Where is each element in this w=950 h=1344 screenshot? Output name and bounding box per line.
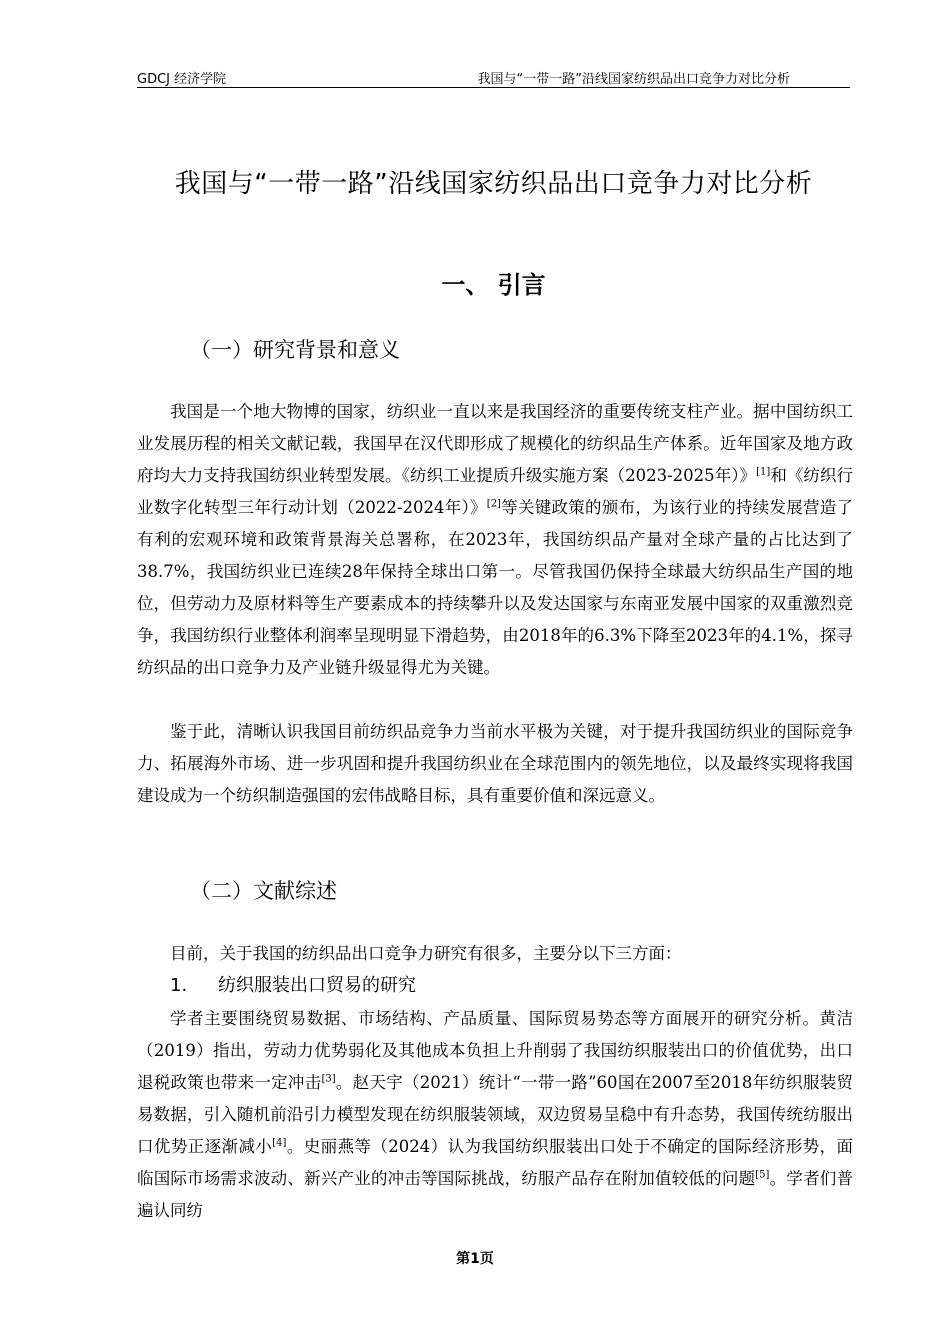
subsection-heading-background: （一）研究背景和意义 [190, 338, 400, 362]
page-header [137, 67, 850, 88]
citation-ref: [3] [321, 1073, 336, 1085]
paragraph-text: 学者主要围绕贸易数据、市场结构、产品质量、国际贸易势态等方面展开的研究分析。黄洁（2019）指出，劳动力优势弱化及其他成本负担上升削弱了我国纺织服装出口的价值优势，出口退税政策也带来一定冲击 [137, 1009, 853, 1092]
list-number: 1. [170, 975, 188, 996]
citation-ref: [1] [756, 466, 771, 478]
paragraph-review-intro [137, 938, 853, 970]
citation-ref: [5] [755, 1169, 770, 1181]
paragraph-text: 。学者们普遍认同纺 [137, 1169, 854, 1220]
header-running-title: 我国与“一带一路”沿线国家纺织品出口竞争力对比分析 [477, 72, 790, 87]
paragraph-text: 和《纺织行业数字化转型三年行动计划（2022-2024年）》 [137, 466, 854, 517]
citation-ref: [4] [272, 1137, 287, 1149]
paragraph-text: 鉴于此，清晰认识我国目前纺织品竞争力当前水平极为关键，对于提升我国纺织业的国际竞争力、拓展海外市场、进一步巩固和提升我国纺织业在全球范围内的领先地位，以及最终实现将我国建设成为一个纺织制造强国的宏伟战略目标，具有重要价值和深远意义。 [137, 722, 853, 805]
paragraph-text: 。史丽燕等（2024）认为我国纺织服装出口处于不确定的国际经济形势，面临国际市场需求波动、新兴产业的冲击等国际挑战，纺服产品存在附加值较低的问题 [137, 1137, 853, 1188]
paragraph-background [137, 396, 853, 684]
header-institution: GDCJ 经济学院 [137, 72, 227, 87]
section-heading-introduction: 一、 引言 [441, 271, 546, 299]
paragraph-text: 目前，关于我国的纺织品出口竞争力研究有很多，主要分以下三方面： [170, 944, 682, 963]
paragraph-text: 。赵天宇（2021）统计“一带一路”60国在2007至2018年纺织服装贸易数据，引入随机前沿引力模型发现在纺织服装领域，双边贸易呈稳中有升态势，我国传统纺服出口优势正逐渐减小 [137, 1073, 853, 1156]
paper-title: 我国与“一带一路”沿线国家纺织品出口竞争力对比分析 [174, 169, 813, 199]
page-number: 第1页 [456, 1251, 494, 1267]
list-heading-text: 纺织服装出口贸易的研究 [218, 975, 416, 996]
citation-ref: [2] [486, 498, 501, 510]
paragraph-significance [137, 716, 853, 812]
paragraph-text: 我国是一个地大物博的国家，纺织业一直以来是我国经济的重要传统支柱产业。据中国纺织工业发展历程的相关文献记载，我国早在汉代即形成了规模化的纺织品生产体系。近年国家及地方政府均大力支持我国纺织业转型发展。《纺织工业提质升级实施方案（2023-2025年）》 [137, 402, 853, 485]
list-heading-textile-trade [170, 973, 416, 999]
paragraph-text: 等关键政策的颁布，为该行业的持续发展营造了有利的宏观环境和政策背景海关总署称，在2023年，我国纺织品产量对全球产量的占比达到了38.7%，我国纺织业已连续28年保持全球出口第一。尽管我国仍保持全球最大纺织品生产国的地位，但劳动力及原材料等生产要素成本的持续攀升以及发达国家与东南亚发展中国家的双重激烈竞争，我国纺织行业整体利润率呈现明显下滑趋势，由2018年的6.3%下降至2023年的4.1%，探寻纺织品的出口竞争力及产业链升级显得尤为关键。 [137, 498, 854, 677]
subsection-heading-literature-review: （二）文献综述 [190, 879, 337, 903]
paragraph-textile-trade [137, 1003, 853, 1227]
